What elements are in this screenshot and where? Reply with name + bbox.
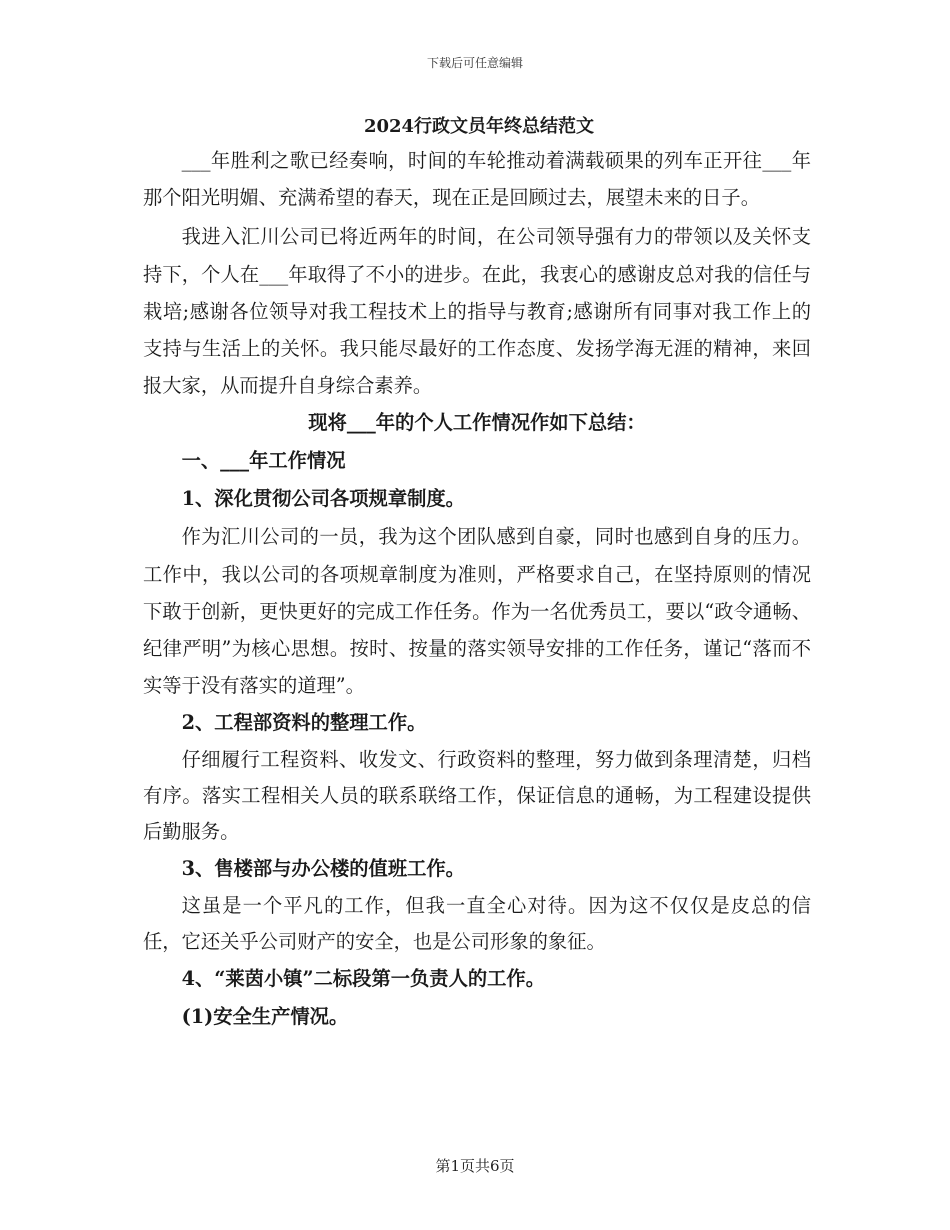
item-4-subheading-1: (1)安全生产情况。 <box>181 1005 349 1029</box>
intro-paragraph-1: ___年胜利之歌已经奏响，时间的车轮推动着满载硕果的列车正开往___年那个阳光明媚、充满希望的春天，现在正是回顾过去，展望未来的日子。 <box>143 149 811 210</box>
item-2-paragraph: 仔细履行工程资料、收发文、行政资料的整理，努力做到条理清楚，归档有序。落实工程相关人员的联系联络工作，保证信息的通畅，为工程建设提供后勤服务。 <box>143 748 811 844</box>
item-4-heading: 4、“莱茵小镇”二标段第一负责人的工作。 <box>181 967 545 991</box>
document-title: 2024行政文员年终总结范文 <box>363 116 595 137</box>
intro-paragraph-2: 我进入汇川公司已将近两年的时间，在公司领导强有力的带领以及关怀支持下，个人在___年取得了不小的进步。在此，我衷心的感谢皮总对我的信任与栽培;感谢各位领导对我工程技术上的指导与教育;感谢所有同事对我工作上的支持与生活上的关怀。我只能尽最好的工作态度、发扬学海无涯的精神，来回报大家，从而提升自身综合素养。 <box>143 225 811 398</box>
page-header: 下载后可任意编辑 <box>426 56 523 70</box>
page-footer: 第1页共6页 <box>435 1157 515 1175</box>
item-3-heading: 3、售楼部与办公楼的值班工作。 <box>181 857 465 881</box>
section-1-heading: 一、___年工作情况 <box>181 449 346 473</box>
item-2-heading: 2、工程部资料的整理工作。 <box>181 711 427 735</box>
summary-heading: 现将___年的个人工作情况作如下总结： <box>308 411 646 435</box>
document-body <box>143 112 811 1036</box>
item-3-paragraph: 这虽是一个平凡的工作，但我一直全心对待。因为这不仅仅是皮总的信任，它还关乎公司财产的安全，也是公司形象的象征。 <box>143 894 811 954</box>
item-1-heading: 1、深化贯彻公司各项规章制度。 <box>181 487 465 511</box>
item-1-paragraph: 作为汇川公司的一员，我为这个团队感到自豪，同时也感到自身的压力。工作中，我以公司的各项规章制度为准则，严格要求自己，在坚持原则的情况下敢于创新，更快更好的完成工作任务。作为一名优秀员工，要以“政令通畅、纪律严明”为核心思想。按时、按量的落实领导安排的工作任务，谨记“落而不实等于没有落实的道理”。 <box>143 525 811 698</box>
